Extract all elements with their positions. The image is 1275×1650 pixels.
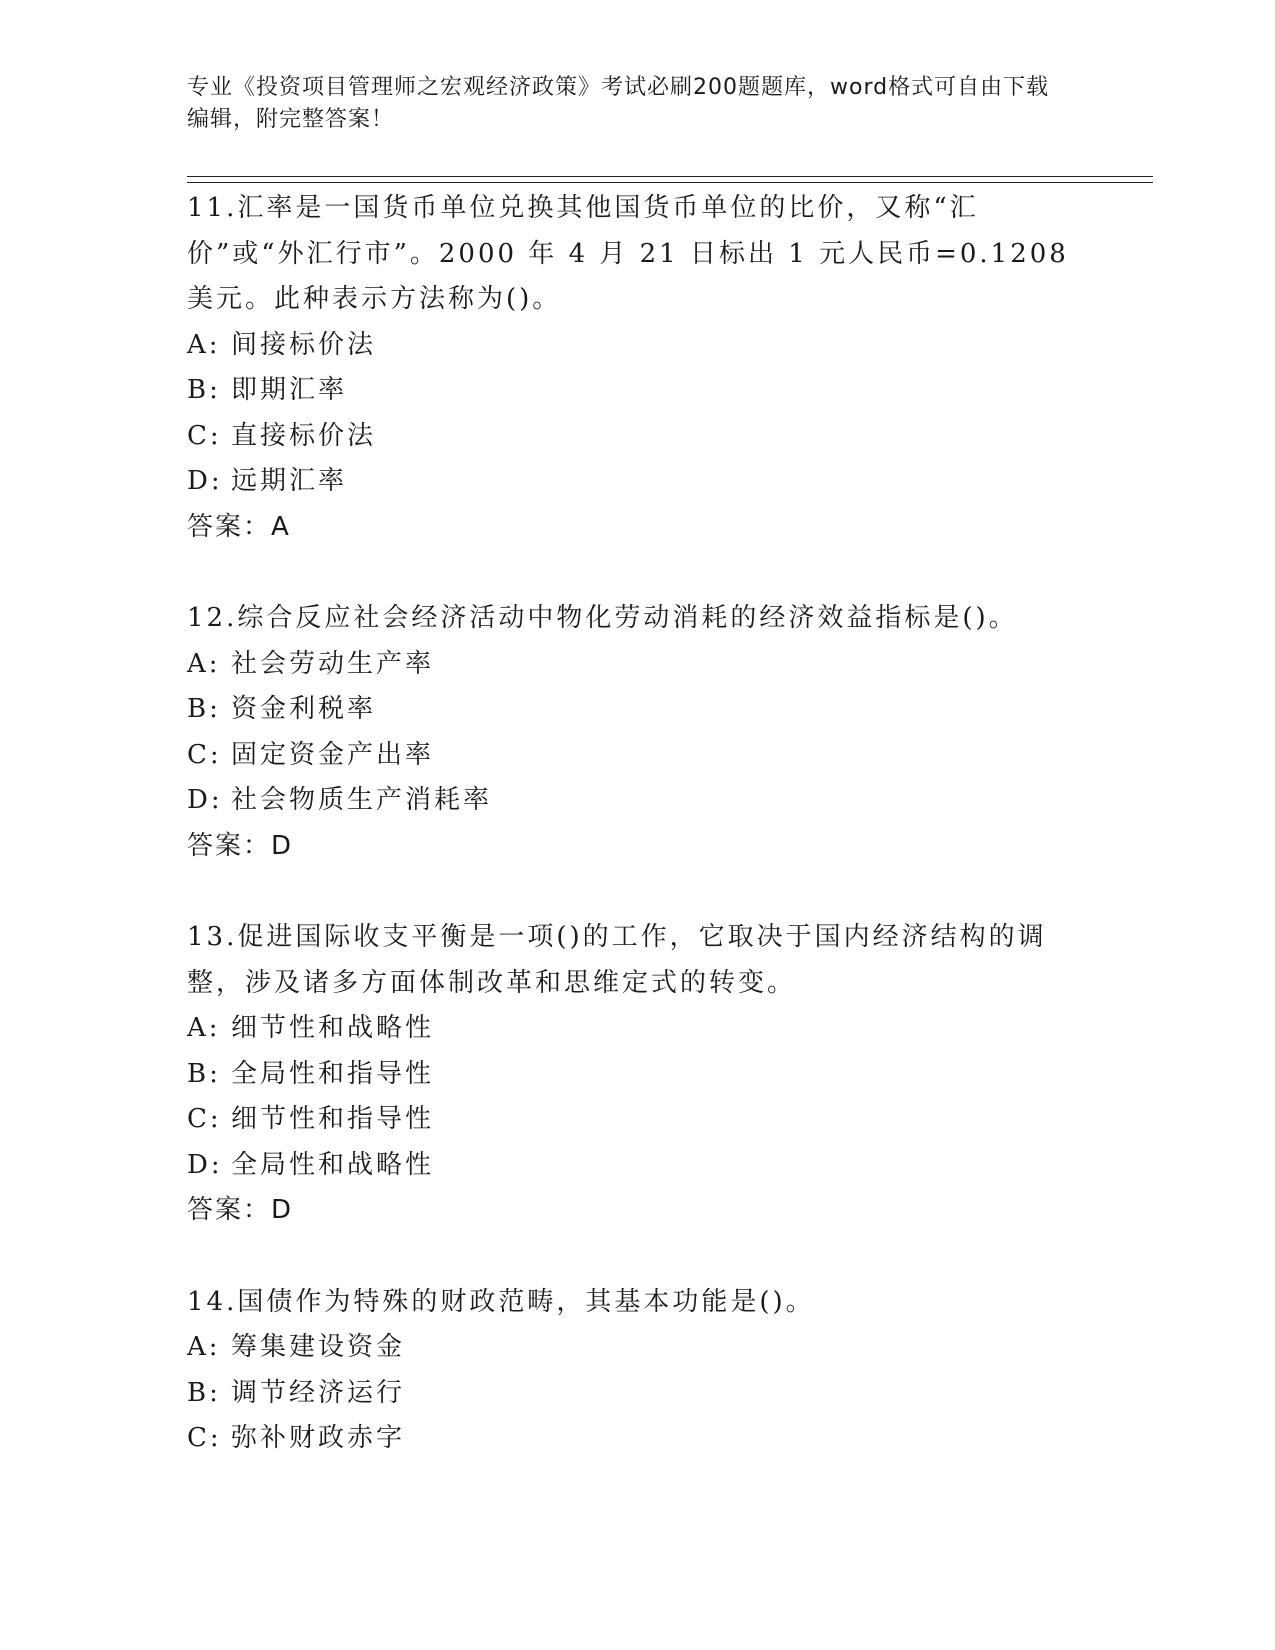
question-stem: 14.国债作为特殊的财政范畴，其基本功能是()。 [187, 1286, 815, 1317]
option-text: 细节性和指导性 [231, 1104, 435, 1134]
question-stem: 13.促进国际收支平衡是一项()的工作，它取决于国内经济结构的调整，涉及诸多方面体制改革和思维定式的转变。 [187, 922, 1047, 998]
option-d [187, 1143, 1087, 1189]
option-letter: D: [187, 466, 223, 496]
option-letter: A: [187, 1332, 221, 1362]
option-b [187, 1371, 1087, 1417]
option-text: 社会物质生产消耗率 [231, 785, 493, 815]
option-letter: D: [187, 785, 223, 815]
option-b [187, 687, 1087, 733]
option-letter: C: [187, 1423, 222, 1453]
option-letter: B: [187, 1058, 221, 1089]
option-c [187, 1416, 1087, 1462]
question-stem: 12.综合反应社会经济活动中物化劳动消耗的经济效益指标是()。 [187, 603, 1018, 633]
header-divider-top [187, 176, 1153, 177]
option-letter: A: [187, 1013, 221, 1043]
question-14 [187, 1280, 1087, 1462]
question-12 [187, 596, 1087, 869]
option-d [187, 778, 1087, 824]
option-text: 资金利税率 [231, 694, 377, 724]
option-text: 全局性和指导性 [231, 1058, 435, 1089]
option-text: 即期汇率 [231, 375, 348, 405]
option-letter: C: [187, 1104, 222, 1134]
option-c [187, 733, 1087, 779]
option-text: 直接标价法 [231, 420, 377, 451]
question-list [187, 186, 1087, 1462]
option-a [187, 1325, 1087, 1371]
question-11 [187, 186, 1087, 550]
option-letter: C: [187, 739, 222, 770]
option-b [187, 368, 1087, 414]
option-text: 调节经济运行 [231, 1377, 406, 1408]
option-text: 社会劳动生产率 [231, 648, 435, 679]
option-text: 间接标价法 [231, 329, 377, 360]
option-text: 全局性和战略性 [231, 1149, 435, 1180]
answer-label: 答案：D [187, 830, 294, 861]
option-letter: C: [187, 420, 222, 451]
option-c [187, 414, 1087, 460]
option-text: 弥补财政赤字 [231, 1423, 406, 1453]
option-text: 固定资金产出率 [231, 739, 435, 770]
option-letter: A: [187, 329, 221, 360]
option-letter: B: [187, 694, 221, 724]
option-b [187, 1052, 1087, 1098]
option-a [187, 1006, 1087, 1052]
question-stem: 11.汇率是一国货币单位兑换其他国货币单位的比价，又称“汇价”或“外汇行市”。2000 年 4 月 21 日标出 1 元人民币=0.1208 美元。此种表示方法称为()。 [187, 193, 1069, 314]
option-d [187, 459, 1087, 505]
question-13 [187, 915, 1087, 1234]
option-letter: B: [187, 1377, 221, 1408]
option-c [187, 1097, 1087, 1143]
document-header [187, 72, 1067, 136]
option-a [187, 323, 1087, 369]
option-text: 远期汇率 [231, 466, 348, 496]
option-letter: B: [187, 375, 221, 405]
header-divider-bottom [187, 182, 1153, 183]
option-a [187, 642, 1087, 688]
answer-label: 答案：D [187, 1195, 294, 1225]
option-letter: A: [187, 648, 221, 679]
option-text: 细节性和战略性 [231, 1013, 435, 1043]
option-letter: D: [187, 1149, 223, 1180]
header-intro: 专业《投资项目管理师之宏观经济政策》考试必刷200题题库，word格式可自由下载编辑，附完整答案！ [187, 75, 1050, 132]
answer-label: 答案：A [187, 511, 291, 542]
option-text: 筹集建设资金 [231, 1332, 406, 1362]
